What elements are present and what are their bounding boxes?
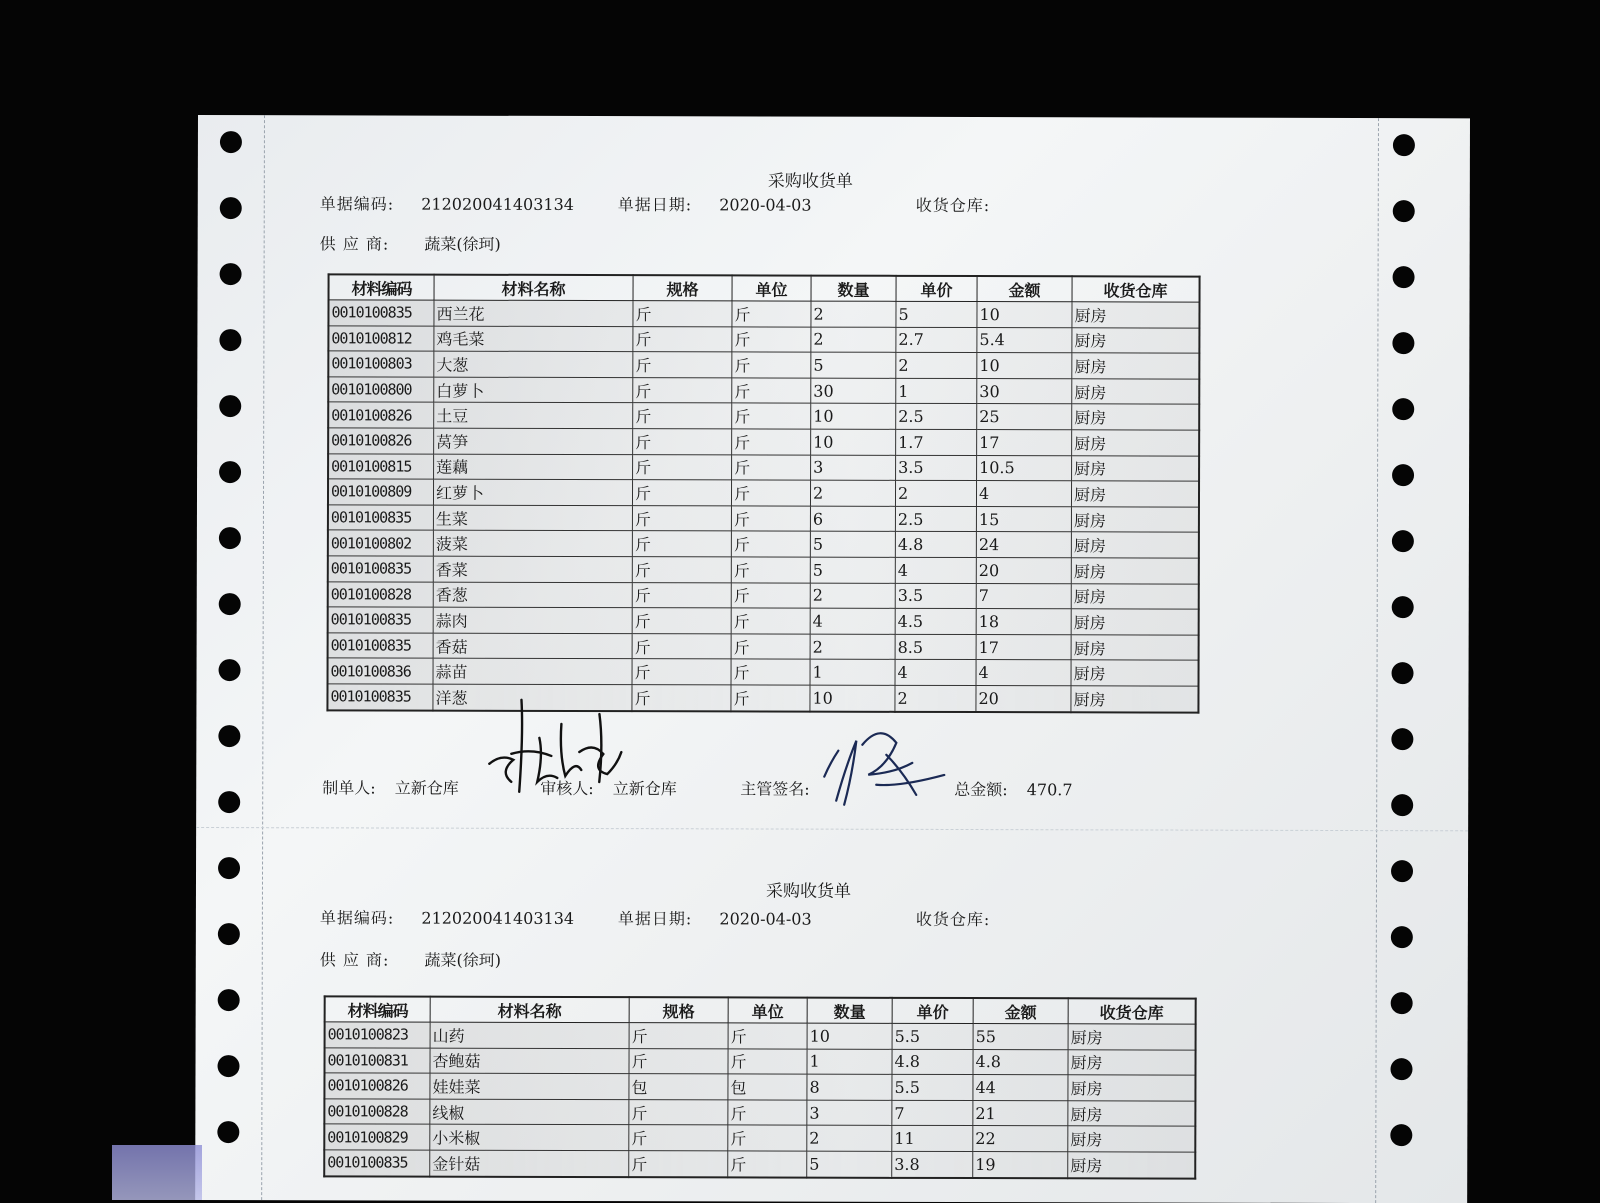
cell-material-name: 土豆 xyxy=(434,402,633,428)
cell-amount: 7 xyxy=(976,583,1071,609)
cell-spec: 斤 xyxy=(629,1048,728,1074)
form-title: 采购收货单 xyxy=(766,876,851,901)
sprocket-hole xyxy=(219,395,241,417)
cell-spec: 斤 xyxy=(632,531,731,557)
sprocket-hole xyxy=(1391,860,1413,882)
cell-unit-price: 4 xyxy=(895,557,976,583)
cell-quantity: 3 xyxy=(811,455,896,481)
cell-unit: 斤 xyxy=(731,531,810,557)
cell-unit-price: 4.8 xyxy=(892,1049,973,1075)
supervisor-label: 主管签名: xyxy=(740,779,809,798)
doc-number xyxy=(320,905,574,929)
supplier-value: 蔬菜(徐珂) xyxy=(424,951,501,970)
cell-material-name: 香菜 xyxy=(433,556,632,582)
cell-amount: 10 xyxy=(977,302,1072,328)
warehouse-label: 收货仓库: xyxy=(916,910,990,929)
sprocket-hole xyxy=(218,725,240,747)
sprocket-hole xyxy=(220,131,242,153)
sprocket-hole xyxy=(1392,662,1414,684)
page-tear-line xyxy=(196,827,1468,831)
background-object xyxy=(112,1145,202,1200)
cell-amount: 30 xyxy=(977,378,1072,404)
cell-unit: 斤 xyxy=(732,326,811,352)
cell-spec: 斤 xyxy=(633,454,732,480)
sprocket-hole xyxy=(1393,134,1415,156)
cell-material-name: 大葱 xyxy=(434,351,633,377)
cell-unit-price: 2.7 xyxy=(896,327,977,353)
header-material-code: 材料编码 xyxy=(329,274,435,300)
sprocket-hole xyxy=(1392,464,1414,486)
cell-material-name: 娃娃菜 xyxy=(430,1073,629,1099)
header-spec: 规格 xyxy=(629,997,728,1023)
cell-receiving-warehouse: 厨房 xyxy=(1071,635,1199,661)
sprocket-hole xyxy=(1392,596,1414,618)
table-row xyxy=(328,325,1199,353)
right-perforation xyxy=(1375,118,1379,1203)
cell-quantity: 10 xyxy=(811,429,896,455)
cell-spec: 斤 xyxy=(629,1125,728,1151)
header-unit-price: 单价 xyxy=(892,998,973,1024)
doc-date xyxy=(618,906,812,930)
cell-unit: 斤 xyxy=(731,659,810,685)
header-amount: 金额 xyxy=(977,276,1072,302)
warehouse xyxy=(916,193,990,216)
maker xyxy=(322,775,459,798)
cell-spec: 斤 xyxy=(632,557,731,583)
sprocket-hole xyxy=(1392,530,1414,552)
cell-unit: 斤 xyxy=(732,301,811,327)
total-amount xyxy=(954,777,1072,800)
cell-unit: 斤 xyxy=(731,608,810,634)
cell-unit: 斤 xyxy=(731,634,810,660)
sprocket-hole xyxy=(219,329,241,351)
table-row xyxy=(324,1150,1195,1178)
cell-material-name: 西兰花 xyxy=(434,300,633,326)
cell-unit: 斤 xyxy=(732,403,811,429)
header-receiving-warehouse: 收货仓库 xyxy=(1072,276,1200,302)
doc-date-value: 2020-04-03 xyxy=(719,909,811,928)
sprocket-hole xyxy=(1393,266,1415,288)
cell-material-name: 菠菜 xyxy=(433,530,632,556)
cell-material-name: 香葱 xyxy=(433,582,632,608)
cell-amount: 4 xyxy=(976,660,1071,686)
items-table xyxy=(323,995,1196,1179)
sprocket-hole xyxy=(1391,794,1413,816)
sprocket-hole xyxy=(220,197,242,219)
cell-amount: 17 xyxy=(977,430,1072,456)
table-row xyxy=(328,402,1199,430)
cell-unit-price: 2 xyxy=(895,480,976,506)
cell-quantity: 10 xyxy=(807,1023,892,1049)
cell-receiving-warehouse: 厨房 xyxy=(1071,583,1199,609)
table-row xyxy=(328,556,1199,584)
cell-receiving-warehouse: 厨房 xyxy=(1068,1024,1196,1050)
cell-material-name: 香菇 xyxy=(433,633,632,659)
doc-number-label: 单据编码: xyxy=(320,908,394,927)
cell-quantity: 1 xyxy=(810,659,895,685)
cell-material-code: 0010100800 xyxy=(328,377,434,403)
cell-unit-price: 2.5 xyxy=(895,506,976,532)
doc-number-label: 单据编码: xyxy=(320,194,394,213)
table-row xyxy=(324,1124,1195,1152)
printed-form-paper xyxy=(195,115,1470,1203)
warehouse-label: 收货仓库: xyxy=(916,196,990,215)
cell-quantity: 4 xyxy=(810,608,895,634)
cell-unit: 斤 xyxy=(731,582,810,608)
sprocket-hole xyxy=(218,989,240,1011)
cell-material-code: 0010100812 xyxy=(328,325,434,351)
header-amount: 金额 xyxy=(973,998,1068,1024)
table-row xyxy=(328,428,1199,456)
cell-receiving-warehouse: 厨房 xyxy=(1071,481,1199,507)
cell-unit: 斤 xyxy=(732,378,811,404)
cell-quantity: 2 xyxy=(810,634,895,660)
cell-material-code: 0010100826 xyxy=(328,402,434,428)
cell-receiving-warehouse: 厨房 xyxy=(1068,1126,1196,1152)
table-row xyxy=(328,530,1199,558)
cell-quantity: 5 xyxy=(810,531,895,557)
header-unit-price: 单价 xyxy=(896,276,977,302)
table-row xyxy=(328,658,1199,686)
sprocket-hole xyxy=(218,791,240,813)
cell-material-code: 0010100802 xyxy=(328,530,434,556)
cell-material-code: 0010100828 xyxy=(324,1099,430,1125)
table-header-row xyxy=(329,274,1200,302)
cell-amount: 4.8 xyxy=(973,1049,1068,1075)
cell-quantity: 30 xyxy=(811,378,896,404)
supplier-value: 蔬菜(徐珂) xyxy=(424,235,501,254)
cell-amount: 5.4 xyxy=(977,327,1072,353)
header-quantity: 数量 xyxy=(807,998,892,1024)
cell-receiving-warehouse: 厨房 xyxy=(1068,1075,1196,1101)
cell-material-name: 莴笋 xyxy=(434,428,633,454)
cell-unit: 斤 xyxy=(728,1023,807,1049)
cell-quantity: 3 xyxy=(807,1100,892,1126)
cell-receiving-warehouse: 厨房 xyxy=(1071,558,1199,584)
header-material-name: 材料名称 xyxy=(430,997,629,1023)
cell-unit: 斤 xyxy=(728,1151,807,1177)
cell-amount: 24 xyxy=(976,532,1071,558)
supplier xyxy=(320,947,501,970)
cell-quantity: 2 xyxy=(811,301,896,327)
cell-receiving-warehouse: 厨房 xyxy=(1072,404,1200,430)
cell-amount: 55 xyxy=(973,1024,1068,1050)
table-row xyxy=(324,1099,1195,1127)
table-row xyxy=(328,351,1199,379)
cell-spec: 斤 xyxy=(632,685,731,711)
cell-unit-price: 4.5 xyxy=(895,608,976,634)
cell-material-code: 0010100826 xyxy=(324,1073,430,1099)
cell-material-name: 小米椒 xyxy=(430,1124,629,1150)
cell-unit: 包 xyxy=(728,1074,807,1100)
cell-amount: 18 xyxy=(976,609,1071,635)
maker-label: 制单人: xyxy=(322,778,375,797)
table-row xyxy=(328,581,1199,609)
cell-material-name: 白萝卜 xyxy=(434,377,633,403)
cell-unit-price: 1.7 xyxy=(896,429,977,455)
doc-date-value: 2020-04-03 xyxy=(719,195,811,214)
cell-quantity: 5 xyxy=(811,352,896,378)
cell-amount: 25 xyxy=(977,404,1072,430)
cell-material-code: 0010100831 xyxy=(324,1047,430,1073)
cell-unit-price: 4 xyxy=(895,660,976,686)
reviewer-label: 审核人: xyxy=(540,779,593,798)
table-row xyxy=(327,684,1198,712)
supervisor-signature xyxy=(740,776,809,799)
table-header-row xyxy=(325,996,1196,1024)
header-quantity: 数量 xyxy=(811,276,896,302)
cell-material-code: 0010100809 xyxy=(328,479,434,505)
table-row xyxy=(324,1047,1195,1075)
cell-quantity: 5 xyxy=(807,1151,892,1177)
cell-material-code: 0010100835 xyxy=(324,1150,430,1176)
doc-number-value: 212020041403134 xyxy=(421,195,574,214)
cell-material-code: 0010100803 xyxy=(328,351,434,377)
sprocket-hole xyxy=(218,857,240,879)
left-perforation xyxy=(261,115,265,1200)
table-row xyxy=(328,505,1199,533)
supplier-label: 供 应 商: xyxy=(320,234,390,253)
sprocket-hole xyxy=(217,1121,239,1143)
doc-number-value: 212020041403134 xyxy=(421,909,574,928)
cell-material-code: 0010100835 xyxy=(328,300,434,326)
cell-receiving-warehouse: 厨房 xyxy=(1072,379,1200,405)
cell-unit: 斤 xyxy=(728,1048,807,1074)
cell-unit: 斤 xyxy=(732,454,811,480)
sprocket-hole xyxy=(1392,332,1414,354)
cell-material-name: 杏鲍菇 xyxy=(430,1048,629,1074)
header-spec: 规格 xyxy=(633,275,732,301)
sprocket-hole xyxy=(1391,992,1413,1014)
total-value: 470.7 xyxy=(1027,780,1073,799)
cell-unit: 斤 xyxy=(732,429,811,455)
table-row xyxy=(328,633,1199,661)
maker-value: 立新仓库 xyxy=(395,779,459,798)
cell-material-code: 0010100836 xyxy=(328,658,434,684)
table-row xyxy=(324,1073,1195,1101)
table-row xyxy=(328,453,1199,481)
cell-unit: 斤 xyxy=(731,557,810,583)
cell-spec: 包 xyxy=(629,1074,728,1100)
cell-material-code: 0010100815 xyxy=(328,453,434,479)
table-row xyxy=(328,377,1199,405)
cell-material-code: 0010100835 xyxy=(328,607,434,633)
cell-material-name: 洋葱 xyxy=(433,684,632,711)
cell-amount: 20 xyxy=(976,557,1071,583)
header-material-code: 材料编码 xyxy=(325,996,431,1022)
cell-material-name: 莲藕 xyxy=(434,454,633,480)
cell-unit-price: 2 xyxy=(896,353,977,379)
cell-amount: 19 xyxy=(973,1152,1068,1178)
cell-amount: 10 xyxy=(977,353,1072,379)
cell-amount: 17 xyxy=(976,634,1071,660)
cell-receiving-warehouse: 厨房 xyxy=(1072,455,1200,481)
cell-receiving-warehouse: 厨房 xyxy=(1071,507,1199,533)
cell-receiving-warehouse: 厨房 xyxy=(1071,609,1199,635)
cell-spec: 斤 xyxy=(633,352,732,378)
sprocket-hole xyxy=(1390,1124,1412,1146)
supervisor-handwritten-signature xyxy=(816,715,956,815)
sprocket-hole xyxy=(1390,1058,1412,1080)
cell-receiving-warehouse: 厨房 xyxy=(1071,532,1199,558)
header-receiving-warehouse: 收货仓库 xyxy=(1068,998,1196,1024)
cell-unit: 斤 xyxy=(732,352,811,378)
sprocket-hole xyxy=(1391,728,1413,750)
cell-unit: 斤 xyxy=(731,480,810,506)
cell-unit-price: 11 xyxy=(892,1126,973,1152)
cell-unit-price: 1 xyxy=(896,378,977,404)
cell-unit-price: 4.8 xyxy=(895,532,976,558)
cell-unit-price: 2.5 xyxy=(896,404,977,430)
cell-spec: 斤 xyxy=(632,480,731,506)
cell-spec: 斤 xyxy=(633,403,732,429)
doc-date xyxy=(618,192,812,216)
supplier-label: 供 应 商: xyxy=(320,950,390,969)
cell-unit-price: 2 xyxy=(895,685,976,711)
items-table xyxy=(326,273,1200,713)
reviewer-handwritten-signature xyxy=(481,694,631,804)
cell-amount: 15 xyxy=(976,506,1071,532)
cell-material-code: 0010100835 xyxy=(327,684,433,710)
cell-spec: 斤 xyxy=(632,505,731,531)
table-row xyxy=(328,300,1199,328)
header-material-name: 材料名称 xyxy=(434,275,633,301)
cell-spec: 斤 xyxy=(629,1099,728,1125)
cell-material-name: 山药 xyxy=(430,1022,629,1048)
receipt-form-1 xyxy=(198,115,1470,118)
form-title: 采购收货单 xyxy=(768,166,853,191)
sprocket-hole xyxy=(219,527,241,549)
table-row xyxy=(325,1022,1196,1050)
cell-quantity: 2 xyxy=(811,327,896,353)
cell-spec: 斤 xyxy=(629,1023,728,1049)
cell-spec: 斤 xyxy=(632,659,731,685)
reviewer-value: 立新仓库 xyxy=(613,779,677,798)
cell-amount: 22 xyxy=(973,1126,1068,1152)
cell-material-code: 0010100835 xyxy=(328,505,434,531)
sprocket-hole xyxy=(1393,200,1415,222)
cell-unit-price: 3.5 xyxy=(896,455,977,481)
cell-spec: 斤 xyxy=(633,301,732,327)
cell-receiving-warehouse: 厨房 xyxy=(1068,1049,1196,1075)
cell-spec: 斤 xyxy=(632,582,731,608)
cell-material-code: 0010100835 xyxy=(328,556,434,582)
cell-material-name: 鸡毛菜 xyxy=(434,326,633,352)
cell-unit: 斤 xyxy=(731,506,810,532)
table-row xyxy=(328,479,1199,507)
cell-receiving-warehouse: 厨房 xyxy=(1072,430,1200,456)
cell-material-code: 0010100823 xyxy=(325,1022,431,1048)
cell-material-name: 蒜肉 xyxy=(433,607,632,633)
doc-number xyxy=(320,191,574,215)
doc-date-label: 单据日期: xyxy=(618,909,692,928)
cell-quantity: 8 xyxy=(807,1074,892,1100)
cell-spec: 斤 xyxy=(633,429,732,455)
cell-material-name: 线椒 xyxy=(430,1099,629,1125)
cell-material-name: 蒜苗 xyxy=(433,658,632,684)
table-row xyxy=(328,607,1199,635)
cell-material-code: 0010100828 xyxy=(328,581,434,607)
cell-receiving-warehouse: 厨房 xyxy=(1072,327,1200,353)
cell-amount: 21 xyxy=(973,1100,1068,1126)
cell-receiving-warehouse: 厨房 xyxy=(1072,302,1200,328)
cell-unit-price: 7 xyxy=(892,1100,973,1126)
cell-material-code: 0010100826 xyxy=(328,428,434,454)
cell-amount: 4 xyxy=(976,481,1071,507)
supplier xyxy=(320,231,501,254)
cell-unit-price: 3.8 xyxy=(892,1151,973,1177)
cell-quantity: 5 xyxy=(810,557,895,583)
cell-material-name: 生菜 xyxy=(433,505,632,531)
cell-quantity: 1 xyxy=(807,1049,892,1075)
cell-spec: 斤 xyxy=(633,326,732,352)
cell-unit-price: 3.5 xyxy=(895,583,976,609)
cell-receiving-warehouse: 厨房 xyxy=(1068,1101,1196,1127)
cell-unit-price: 5.5 xyxy=(892,1023,973,1049)
cell-amount: 20 xyxy=(976,685,1071,711)
sprocket-hole xyxy=(1392,398,1414,420)
sprocket-hole xyxy=(219,593,241,615)
sprocket-hole xyxy=(218,923,240,945)
cell-receiving-warehouse: 厨房 xyxy=(1071,660,1199,686)
doc-date-label: 单据日期: xyxy=(618,195,692,214)
cell-material-name: 红萝卜 xyxy=(433,479,632,505)
total-label: 总金额: xyxy=(954,780,1007,799)
cell-amount: 10.5 xyxy=(977,455,1072,481)
cell-unit-price: 5.5 xyxy=(892,1075,973,1101)
cell-receiving-warehouse: 厨房 xyxy=(1072,353,1200,379)
cell-unit-price: 5 xyxy=(896,301,977,327)
cell-spec: 斤 xyxy=(629,1151,728,1177)
cell-unit: 斤 xyxy=(731,685,810,711)
sprocket-hole xyxy=(217,1055,239,1077)
cell-material-name: 金针菇 xyxy=(430,1150,629,1177)
sprocket-hole xyxy=(220,263,242,285)
cell-quantity: 10 xyxy=(810,685,895,711)
cell-spec: 斤 xyxy=(632,633,731,659)
cell-unit: 斤 xyxy=(728,1100,807,1126)
cell-material-code: 0010100829 xyxy=(324,1124,430,1150)
cell-receiving-warehouse: 厨房 xyxy=(1071,686,1199,712)
header-unit: 单位 xyxy=(732,275,811,301)
cell-spec: 斤 xyxy=(633,377,732,403)
cell-spec: 斤 xyxy=(632,608,731,634)
cell-quantity: 2 xyxy=(810,480,895,506)
cell-quantity: 10 xyxy=(811,403,896,429)
cell-material-code: 0010100835 xyxy=(328,633,434,659)
cell-quantity: 2 xyxy=(807,1125,892,1151)
sprocket-hole xyxy=(219,461,241,483)
cell-unit-price: 8.5 xyxy=(895,634,976,660)
sprocket-hole xyxy=(1391,926,1413,948)
cell-amount: 44 xyxy=(973,1075,1068,1101)
header-unit: 单位 xyxy=(728,997,807,1023)
cell-quantity: 2 xyxy=(810,583,895,609)
cell-quantity: 6 xyxy=(810,506,895,532)
cell-receiving-warehouse: 厨房 xyxy=(1068,1152,1196,1178)
sprocket-hole xyxy=(219,659,241,681)
warehouse xyxy=(916,907,990,930)
cell-unit: 斤 xyxy=(728,1125,807,1151)
